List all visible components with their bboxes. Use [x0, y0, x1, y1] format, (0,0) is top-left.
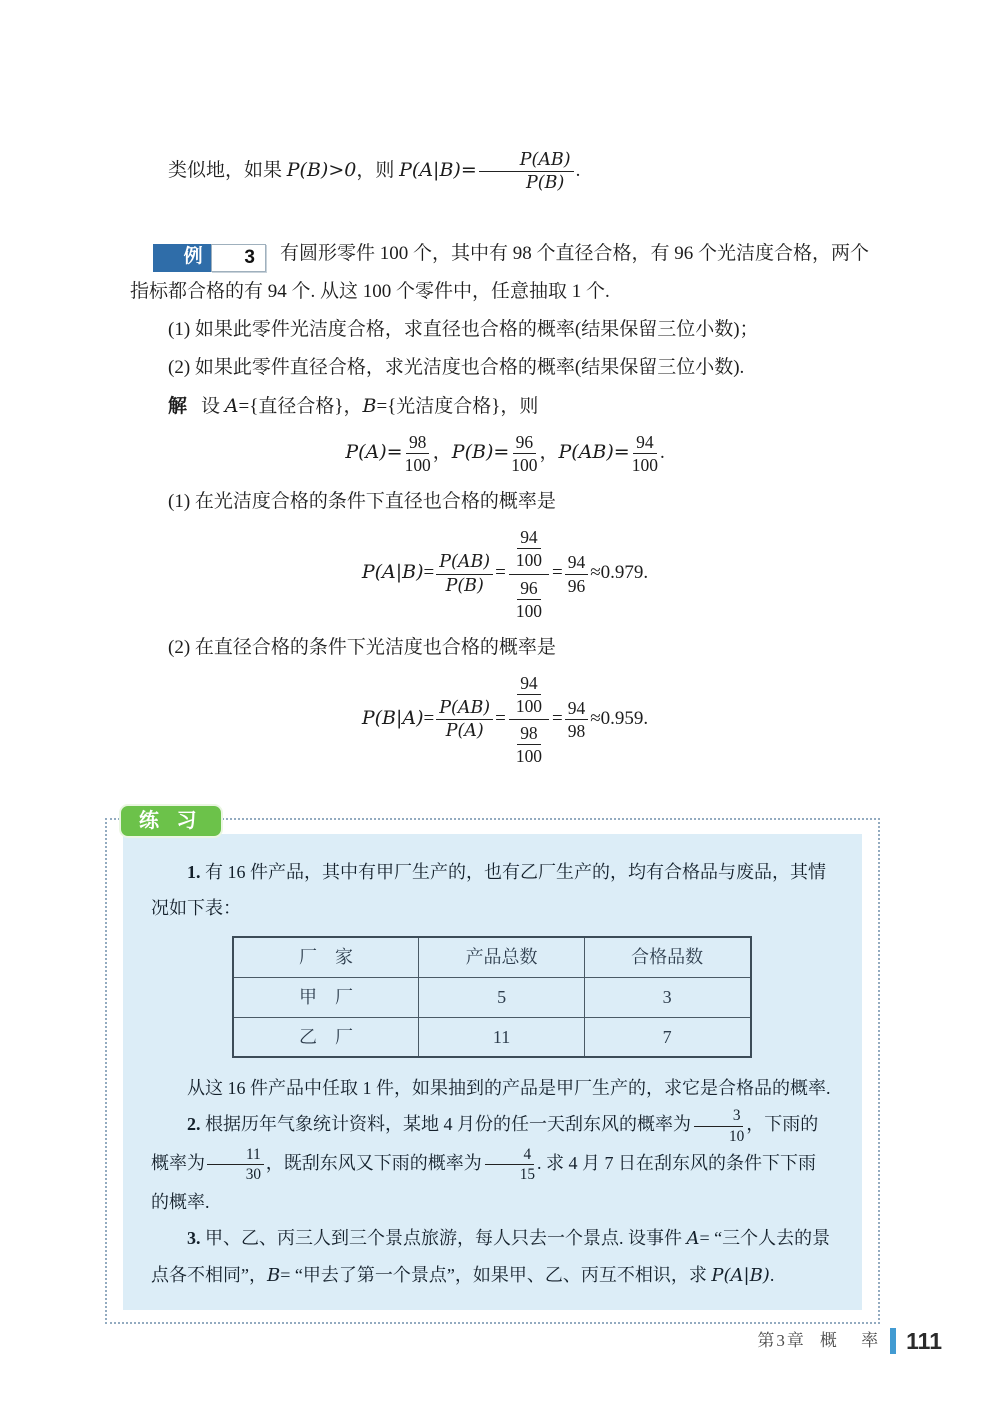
page-number: 111	[906, 1328, 942, 1354]
fraction-numerator: 3	[694, 1107, 744, 1127]
chapter-label: 第3章	[757, 1331, 806, 1350]
nested-denominator	[514, 720, 544, 766]
table-header-factory: 厂 家	[233, 937, 419, 977]
cell-factory-b-total: 11	[419, 1017, 584, 1057]
fraction-numerator: P(AB)	[436, 552, 493, 574]
event-b: B	[267, 1265, 281, 1287]
exercise-number: 2.	[187, 1114, 201, 1135]
result-fraction	[565, 552, 588, 595]
exercise-1-followup: 从这 16 件产品中任取 1 件，如果抽到的产品是甲厂生产的，求它是合格品的概率.	[187, 1078, 831, 1099]
case2-line: (2) 在直径合格的条件下光洁度也合格的概率是	[168, 636, 556, 658]
exercise-3-text: = “三个人去的景点各不相同”，	[151, 1228, 831, 1286]
fraction-numerator: 96	[517, 578, 540, 600]
solution-pre: 设	[201, 396, 225, 418]
fraction-denominator: 98	[567, 720, 586, 741]
event-a: A	[224, 395, 239, 418]
fraction-numerator: 94	[565, 552, 588, 574]
prob-ab-lhs: P(AB)=	[558, 441, 630, 464]
fraction-numerator: 94	[517, 527, 540, 549]
example-badge-number: 3	[211, 244, 266, 272]
cell-factory-a-total: 5	[419, 977, 584, 1017]
solution-label: 解	[168, 396, 188, 418]
equals: =	[552, 562, 563, 584]
exercise-3-text: 甲、乙、丙三人到三个景点旅游，每人只去一个景点. 设事件	[200, 1228, 687, 1249]
prob-a-fraction	[405, 432, 431, 475]
practice-panel	[123, 834, 862, 1310]
fraction-denominator: 100	[515, 695, 543, 716]
fraction-numerator: 98	[517, 723, 540, 745]
equals: =	[423, 707, 435, 729]
fraction-denominator: 100	[511, 455, 538, 476]
formula-lhs: P(B|A)	[361, 706, 424, 729]
exercise-2-text: ，下雨的概率为	[151, 1114, 819, 1174]
exercise-2	[151, 1106, 832, 1220]
fraction-denominator: 100	[515, 550, 543, 571]
fraction-numerator: 98	[406, 432, 429, 454]
products-table	[232, 936, 752, 1058]
fraction-denominator: 100	[515, 600, 543, 621]
intro-text-mid: ，则	[356, 159, 400, 181]
fraction-numerator: 94	[633, 432, 656, 454]
exercise-2-text: . 求 4 月 7 日在刮东风的条件下下雨的概率.	[151, 1153, 817, 1213]
table-row	[233, 1017, 751, 1057]
fraction-denominator: P(A)	[445, 720, 484, 741]
solution-mid2: ={光洁度合格}，则	[376, 396, 539, 418]
exercise-1-text: 有 16 件产品，其中有甲厂生产的，也有乙厂生产的，均有合格品与废品，其情况如下表：	[151, 862, 826, 919]
fraction-numerator: 96	[513, 432, 536, 454]
equals: =	[495, 707, 506, 729]
table-header-qualified: 合格品数	[584, 937, 750, 977]
fraction-denominator: 10	[729, 1127, 745, 1145]
fraction-numerator: P(AB)	[436, 698, 493, 720]
exercise-number: 3.	[187, 1228, 201, 1249]
practice-box	[105, 810, 880, 1324]
inner-fraction	[516, 723, 542, 766]
table-header-total: 产品总数	[419, 937, 584, 977]
symbolic-fraction	[436, 552, 493, 595]
period: .	[659, 442, 665, 464]
equals: =	[423, 562, 435, 584]
example-text: 有圆形零件 100 个，其中有 98 个直径合格，有 96 个光洁度合格，两个指标都合格的有 94 个. 从这 100 个零件中，任意抽取 1 个.	[130, 243, 869, 303]
inner-fraction	[516, 673, 542, 716]
fraction-denominator: 30	[245, 1166, 262, 1184]
rain-fraction	[207, 1146, 264, 1184]
fraction-numerator: 11	[207, 1146, 264, 1166]
example-item-1: (1) 如果此零件光洁度合格，求直径也合格的概率(结果保留三位小数)；	[168, 319, 759, 341]
subject-label: 概 率	[819, 1331, 889, 1350]
nested-fraction	[509, 527, 549, 620]
fraction-denominator: P(B)	[526, 173, 565, 194]
cell-factory-b-qualified: 7	[584, 1017, 750, 1057]
exercise-2-text: ，既刮东风又下雨的概率为	[265, 1153, 482, 1174]
prob-b-lhs: P(B)=	[451, 441, 510, 464]
both-fraction	[484, 1146, 535, 1184]
nested-denominator	[514, 575, 544, 621]
case1-line: (1) 在光洁度合格的条件下直径也合格的概率是	[168, 491, 556, 513]
intro-fraction	[479, 150, 574, 193]
example-item-2: (2) 如果此零件直径合格，求光洁度也合格的概率(结果保留三位小数).	[168, 357, 745, 379]
exercise-3-text: .	[769, 1265, 775, 1286]
conditional-probability: P(A|B)	[711, 1265, 770, 1287]
approx-result: ≈0.959.	[590, 707, 649, 729]
prob-b-fraction	[511, 432, 537, 475]
fraction-numerator: 94	[565, 698, 588, 720]
fraction-denominator: P(B)	[445, 575, 484, 596]
footer-divider	[890, 1328, 896, 1354]
approx-result: ≈0.979.	[590, 562, 649, 584]
comma: ，	[432, 442, 452, 464]
page-footer	[757, 1322, 942, 1360]
prob-ab-fraction	[632, 432, 658, 475]
exercise-number: 1.	[187, 862, 201, 883]
formula-p-b-given-a	[130, 673, 880, 766]
equals: =	[495, 562, 506, 584]
intro-paragraph	[130, 150, 880, 193]
intro-condition: P(B)>0	[286, 158, 357, 181]
intro-text-pre: 类似地，如果	[168, 159, 287, 181]
fraction-denominator: 100	[515, 746, 543, 767]
table-header-row	[233, 937, 751, 977]
east-wind-fraction	[693, 1107, 744, 1145]
cell-factory-a-qualified: 3	[584, 977, 750, 1017]
nested-fraction	[509, 673, 549, 766]
example-items	[130, 311, 880, 387]
fraction-numerator: P(AB)	[479, 150, 574, 172]
probabilities-formula	[130, 432, 880, 475]
event-a: A	[686, 1228, 700, 1250]
exercise-1	[151, 854, 832, 926]
example-paragraph	[130, 235, 880, 311]
fraction-denominator: 100	[631, 455, 658, 476]
example-badge-label: 例	[153, 244, 211, 272]
nested-numerator	[509, 527, 549, 574]
exercise-3-text: = “甲去了第一个景点”，如果甲、乙、丙互不相识，求	[280, 1265, 712, 1286]
practice-tag: 练 习	[119, 804, 223, 838]
cell-factory-b: 乙 厂	[233, 1017, 419, 1057]
inner-fraction	[516, 578, 542, 621]
table-row	[233, 977, 751, 1017]
exercise-2-text: 根据历年气象统计资料，某地 4 月份的任一天刮东风的概率为	[200, 1114, 691, 1135]
inner-fraction	[516, 527, 542, 570]
solution-line	[130, 387, 880, 426]
example-3-block	[130, 235, 880, 766]
equals: =	[552, 707, 563, 729]
exercise-3	[151, 1220, 832, 1294]
prob-a-lhs: P(A)=	[345, 441, 403, 464]
fraction-denominator: 96	[567, 575, 586, 596]
intro-formula-lhs: P(A|B)=	[399, 158, 477, 181]
result-fraction	[565, 698, 588, 741]
fraction-denominator: 100	[404, 455, 431, 476]
formula-p-a-given-b	[130, 527, 880, 620]
fraction-numerator: 94	[517, 673, 540, 695]
example-badge	[153, 244, 266, 272]
formula-lhs: P(A|B)	[361, 561, 424, 584]
solution-mid1: ={直径合格}，	[238, 396, 363, 418]
fraction-denominator: 15	[519, 1166, 536, 1184]
intro-period: .	[575, 159, 581, 181]
comma: ，	[539, 442, 559, 464]
event-b: B	[362, 395, 377, 418]
symbolic-fraction	[436, 698, 493, 741]
nested-numerator	[509, 673, 549, 720]
cell-factory-a: 甲 厂	[233, 977, 419, 1017]
fraction-numerator: 4	[485, 1146, 535, 1166]
